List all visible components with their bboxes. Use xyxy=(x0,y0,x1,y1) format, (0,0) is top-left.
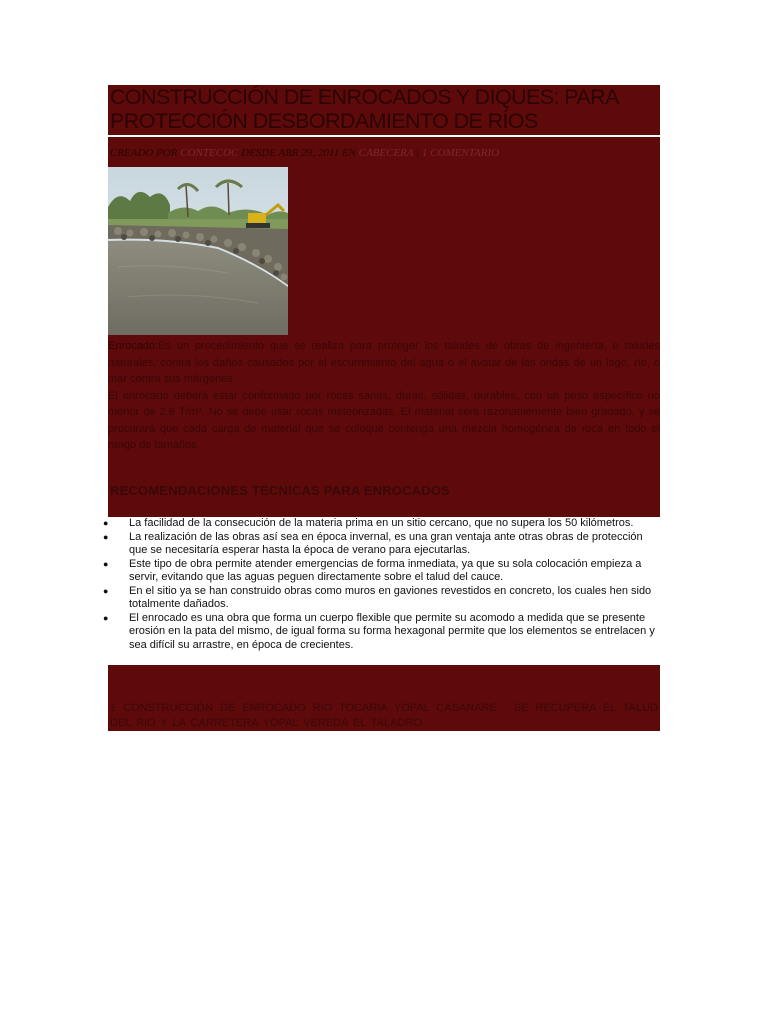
caption-banner xyxy=(108,665,660,731)
bullet-icon: ● xyxy=(103,612,109,623)
article-paragraphs xyxy=(108,338,660,454)
definition-text: Es un procedimiento que se realiza para proteger los taludes de obras de ingeniería, o taludes naturales, contra los daños causados por el escurrimiento del agua o el avatar de las ondas de un lago, río, o mar contra sus márgenes. xyxy=(108,340,660,385)
title-banner xyxy=(108,85,660,135)
author-link[interactable]: CONTECOC xyxy=(180,147,239,159)
comments-link[interactable]: 1 COMENTARIO xyxy=(421,147,500,159)
list-item: ● La facilidad de la consecución de la materia prima en un sitio cercano, que no supera los 50 kilómetros. xyxy=(103,517,634,529)
definition-paragraph xyxy=(108,338,660,388)
list-item: ● En el sitio ya se han construido obras como muros en gaviones revestidos en concreto, los cuales hen sido totalmente dañados. xyxy=(103,584,652,610)
bullet-icon: ● xyxy=(103,518,109,528)
article-body xyxy=(108,167,660,517)
recommendations-heading: RECOMENDACIONES TECNICAS PARA ENROCADOS xyxy=(110,483,451,498)
date-label: DESDE ABR 29, 2011 xyxy=(238,147,342,159)
meta-banner xyxy=(108,137,660,167)
material-paragraph: El enrocado deberá estar conformado por rocas sanas, duras, sólidas, durables, con un peso específico no menor de 2.6 T/m³. No se debe usar rocas meteorizadas. El material será razonablemente bien gradado, y se procurará que cada carga de material que se coloque contenga una mezcla homogénea de roca en todo el rango de tamaños. xyxy=(108,389,660,451)
article-title: CONSTRUCCIÓN DE ENROCADOS Y DIQUES: PARA PROTECCIÓN DESBORDAMIENTO DE RÍOS xyxy=(110,85,618,133)
category-link[interactable]: CABECERA xyxy=(358,147,414,159)
list-item: ● Este tipo de obra permite atender emergencias de forma inmediata, ya que su sola colocación empieza a servir, evitando que las aguas peguen directamente sobre el talud del cauce. xyxy=(103,557,642,583)
meta-separator: | xyxy=(413,147,422,159)
recommendations-list xyxy=(103,517,660,652)
definition-term: Enrocado: xyxy=(108,340,159,352)
image-caption: 1 CONSTRUCCIÓN DE ENROCADO RIO TOCARIA YOPAL CASANARE . SE RECUPERA EL TALUD DEL RIO Y LA CARRETERA YOPAL VEREDA EL TALADRO xyxy=(110,702,658,729)
post-meta xyxy=(110,147,499,159)
bullet-icon: ● xyxy=(103,558,109,569)
river-riprap-photo xyxy=(108,167,288,335)
bullet-icon: ● xyxy=(103,585,109,596)
bullet-icon: ● xyxy=(103,531,109,542)
created-by-label: CREADO POR xyxy=(110,147,181,159)
list-item: ● El enrocado es una obra que forma un cuerpo flexible que permite su acomodo a medida que se presente erosión en la pata del mismo, de igual forma su forma hexagonal permite que los elementos se entrelacen y sea difícil su arrastre, en época de crecientes. xyxy=(103,611,655,651)
in-label: EN xyxy=(341,147,359,159)
list-item: ● La realización de las obras así sea en época invernal, es una gran ventaja ante otras obras de protección que se necesitaría esperar hasta la época de verano para ejecutarlas. xyxy=(103,530,643,556)
